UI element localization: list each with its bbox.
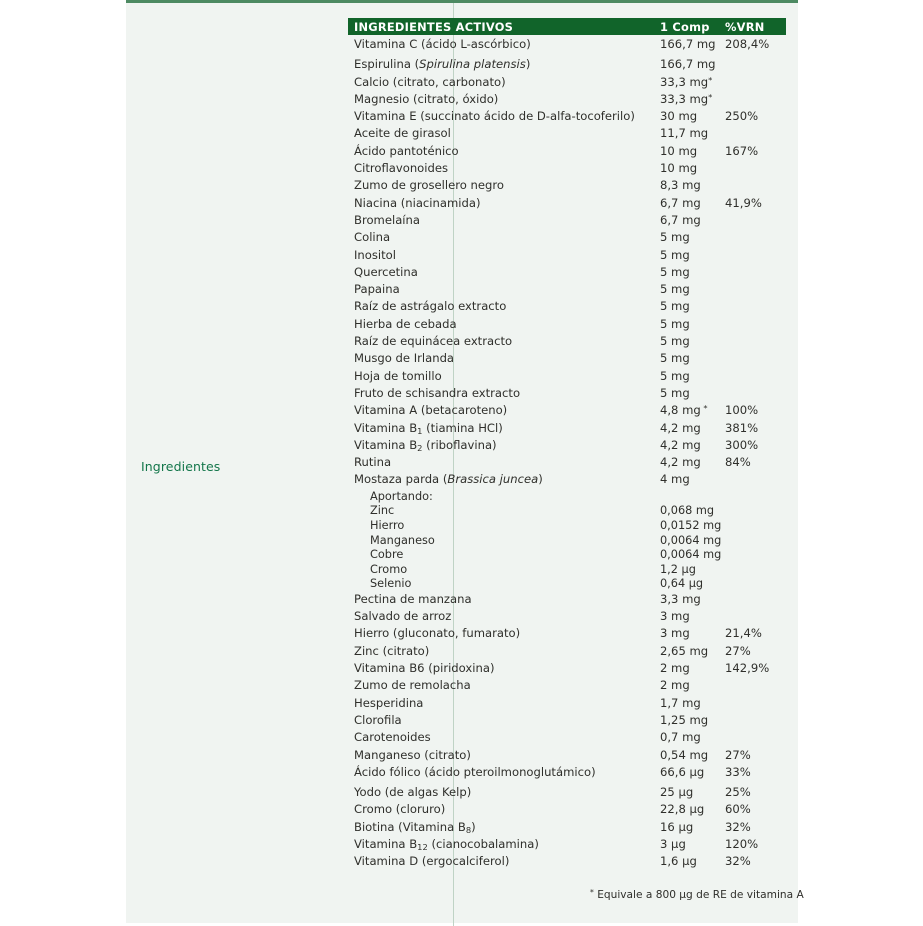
ingredient-name: Biotina (Vitamina $B_8$) <box>354 819 476 835</box>
ingredient-vrn: 33% <box>725 764 751 779</box>
table-row <box>348 748 786 765</box>
table-row <box>348 265 786 282</box>
ingredient-name: Citroflavonoides <box>354 161 449 176</box>
table-row <box>348 299 786 316</box>
ingredient-dose: 3 µg <box>660 837 686 852</box>
ingredient-dose: 0,7 mg <box>660 730 701 745</box>
ingredient-dose: 3,3 mg <box>660 591 701 606</box>
ingredient-dose: 0,0152 mg <box>660 518 722 532</box>
ingredient-dose: 8,3 mg <box>660 178 701 193</box>
ingredient-name-latin: Brassica juncea <box>447 472 539 487</box>
table-row <box>348 534 786 549</box>
ingredient-name: Colina <box>354 230 391 245</box>
table-row <box>348 248 786 265</box>
table-row <box>348 144 786 161</box>
ingredient-dose: 66,6 µg <box>660 764 705 779</box>
ingredient-name: Manganeso <box>370 533 435 547</box>
ingredient-dose: 1,7 mg <box>660 695 701 710</box>
table-row <box>348 386 786 403</box>
table-row <box>348 351 786 368</box>
ingredient-dose: 3 mg <box>660 626 690 641</box>
ingredient-dose: 5 mg <box>660 282 690 297</box>
ingredient-name-subscript: 2 <box>417 442 423 453</box>
ingredient-name: Musgo de Irlanda <box>354 351 455 366</box>
ingredient-vrn: 250% <box>725 109 759 124</box>
table-row <box>348 161 786 178</box>
ingredient-vrn: 27% <box>725 643 751 658</box>
ingredient-vrn: 300% <box>725 437 759 452</box>
dose-footnote-marker: * <box>700 403 708 414</box>
table-row <box>348 438 786 455</box>
ingredient-dose: 2 mg <box>660 678 690 693</box>
ingredient-name: Bromelaína <box>354 212 420 227</box>
table-row <box>348 178 786 195</box>
table-row <box>348 403 786 420</box>
footnote-marker: * <box>590 888 594 897</box>
ingredient-dose: 5 mg <box>660 316 690 331</box>
ingredient-dose: 1,6 µg <box>660 854 697 869</box>
table-row <box>348 696 786 713</box>
table-row <box>348 678 786 695</box>
ingredient-name: Zumo de remolacha <box>354 678 471 693</box>
ingredient-name: Vitamina $B_2$ (riboflavina) <box>354 437 497 453</box>
ingredient-name: Hierro <box>370 518 405 532</box>
ingredient-dose: 0,54 mg <box>660 747 709 762</box>
ingredient-name: Rutina <box>354 455 392 470</box>
ingredient-vrn: 100% <box>725 403 759 418</box>
ingredient-name: Salvado de arroz <box>354 609 452 624</box>
ingredient-dose: 5 mg <box>660 247 690 262</box>
ingredient-dose: 0,068 mg <box>660 504 715 518</box>
ingredient-name: Cobre <box>370 548 404 562</box>
ingredient-dose: 2,65 mg <box>660 643 709 658</box>
table-row <box>348 644 786 661</box>
ingredient-dose: 4,8 mg * <box>660 403 708 418</box>
ingredient-name: Yodo (de algas Kelp) <box>354 785 472 800</box>
ingredient-name: Raíz de astrágalo extracto <box>354 299 507 314</box>
table-row <box>348 577 786 592</box>
ingredient-dose: 2 mg <box>660 661 690 676</box>
ingredient-name: Niacina (niacinamida) <box>354 195 481 210</box>
table-row <box>348 626 786 643</box>
ingredient-name: Vitamina B6 (piridoxina) <box>354 661 495 676</box>
ingredient-name: Vitamina D (ergocalciferol) <box>354 854 510 869</box>
table-row <box>348 837 786 854</box>
ingredient-name: Hesperidina <box>354 695 424 710</box>
ingredient-dose: 5 mg <box>660 334 690 349</box>
ingredient-name: Clorofila <box>354 712 402 727</box>
table-row <box>348 455 786 472</box>
table-row <box>348 37 786 57</box>
ingredient-name: Selenio <box>370 577 412 591</box>
ingredient-dose: 33,3 mg* <box>660 74 713 89</box>
ingredient-dose: 4,2 mg <box>660 455 701 470</box>
ingredient-name: Aceite de girasol <box>354 126 451 141</box>
ingredient-vrn: 32% <box>725 819 751 834</box>
table-row <box>348 57 786 74</box>
ingredient-dose: 25 µg <box>660 785 694 800</box>
table-row <box>348 504 786 519</box>
ingredient-name: Cromo (cloruro) <box>354 802 446 817</box>
ingredient-name: Mostaza parda (Brassica juncea) <box>354 472 543 487</box>
ingredient-dose: 5 mg <box>660 385 690 400</box>
ingredient-dose: 5 mg <box>660 264 690 279</box>
ingredient-vrn: 142,9% <box>725 661 770 676</box>
table-row <box>348 765 786 785</box>
table-row <box>348 317 786 334</box>
ingredient-name: Papaina <box>354 282 400 297</box>
ingredient-name: Raíz de equinácea extracto <box>354 334 513 349</box>
ingredient-dose: 11,7 mg <box>660 126 709 141</box>
ingredient-dose: 5 mg <box>660 230 690 245</box>
table-row <box>348 592 786 609</box>
ingredient-dose: 166,7 mg <box>660 37 716 51</box>
table-row <box>348 490 786 505</box>
ingredient-dose: 4,2 mg <box>660 420 701 435</box>
ingredient-dose: 1,2 µg <box>660 562 696 576</box>
table-row <box>348 126 786 143</box>
ingredient-dose: 6,7 mg <box>660 212 701 227</box>
ingredient-dose: 33,3 mg* <box>660 91 713 107</box>
table-row <box>348 369 786 386</box>
dose-footnote-marker: * <box>708 91 713 102</box>
ingredient-vrn: 60% <box>725 802 751 817</box>
ingredient-vrn: 25% <box>725 785 751 800</box>
table-header-row <box>348 18 786 35</box>
ingredient-vrn: 84% <box>725 455 751 470</box>
dose-footnote-marker: * <box>708 74 713 85</box>
ingredient-name-subscript: 12 <box>417 841 428 852</box>
ingredient-dose: 10 mg <box>660 143 698 158</box>
ingredient-name: Vitamina A (betacaroteno) <box>354 403 508 418</box>
table-row <box>348 609 786 626</box>
table-header-vrn: %VRN <box>725 20 765 34</box>
ingredient-name: Magnesio (citrato, óxido) <box>354 91 499 106</box>
ingredient-name: Vitamina E (succinato ácido de D-alfa-tocoferilo) <box>354 109 635 124</box>
ingredient-name: Hierba de cebada <box>354 316 457 331</box>
table-row <box>348 563 786 578</box>
table-row <box>348 196 786 213</box>
table-header-dose: 1 Comp <box>660 20 710 34</box>
table-row <box>348 661 786 678</box>
ingredient-vrn: 208,4% <box>725 37 770 51</box>
table-row <box>348 75 786 92</box>
table-row <box>348 109 786 126</box>
ingredient-name: Vitamina $B_1$ (tiamina HCl) <box>354 420 503 436</box>
ingredient-name: Manganeso (citrato) <box>354 747 471 762</box>
ingredient-dose: 4 mg <box>660 472 690 487</box>
ingredient-dose: 10 mg <box>660 161 698 176</box>
table-row <box>348 334 786 351</box>
ingredient-name-subscript: 1 <box>417 425 423 436</box>
table-row <box>348 854 786 871</box>
table-row <box>348 730 786 747</box>
footnote <box>590 888 804 901</box>
ingredient-name: Inositol <box>354 247 396 262</box>
section-label-ingredientes: Ingredientes <box>141 459 221 474</box>
ingredient-name: Hoja de tomillo <box>354 368 442 383</box>
table-row <box>348 713 786 730</box>
ingredient-name: Pectina de manzana <box>354 591 472 606</box>
ingredient-name: Espirulina (Spirulina platensis) <box>354 57 531 72</box>
ingredient-name: Fruto de schisandra extracto <box>354 385 521 400</box>
ingredient-name: Zinc <box>370 504 395 518</box>
footnote-text: Equivale a 800 µg de RE de vitamina A <box>597 888 804 901</box>
ingredient-vrn: 120% <box>725 837 759 852</box>
ingredient-dose: 5 mg <box>660 368 690 383</box>
table-row <box>348 282 786 299</box>
ingredient-name: Zinc (citrato) <box>354 643 430 658</box>
ingredient-dose: 0,0064 mg <box>660 533 722 547</box>
table-row <box>348 472 786 489</box>
ingredient-name: Vitamina $B_{12}$ (cianocobalamina) <box>354 837 539 852</box>
ingredient-dose: 6,7 mg <box>660 195 701 210</box>
table-row <box>348 421 786 438</box>
table-row <box>348 213 786 230</box>
table-row <box>348 785 786 802</box>
ingredient-dose: 5 mg <box>660 299 690 314</box>
ingredient-name: Vitamina C (ácido L-ascórbico) <box>354 37 531 51</box>
ingredient-dose: 16 µg <box>660 819 694 834</box>
ingredient-name: Carotenoides <box>354 730 431 745</box>
ingredient-name: Hierro (gluconato, fumarato) <box>354 626 521 641</box>
table-header-name: INGREDIENTES ACTIVOS <box>354 20 514 34</box>
ingredient-vrn: 381% <box>725 420 759 435</box>
ingredient-vrn: 21,4% <box>725 626 762 641</box>
ingredient-dose: 3 mg <box>660 609 690 624</box>
ingredient-vrn: 27% <box>725 747 751 762</box>
ingredient-dose: 1,25 mg <box>660 712 709 727</box>
ingredient-dose: 0,0064 mg <box>660 548 722 562</box>
ingredient-dose: 5 mg <box>660 351 690 366</box>
ingredient-vrn: 41,9% <box>725 195 762 210</box>
ingredient-dose: 0,64 µg <box>660 577 704 591</box>
table-row <box>348 548 786 563</box>
ingredient-dose: 22,8 µg <box>660 802 705 817</box>
ingredient-name-latin: Spirulina platensis <box>419 57 526 72</box>
ingredient-name: Aportando: <box>370 489 433 503</box>
ingredient-name: Calcio (citrato, carbonato) <box>354 74 506 89</box>
ingredient-dose: 4,2 mg <box>660 437 701 452</box>
ingredient-name-subscript: 8 <box>465 824 472 835</box>
table-row <box>348 820 786 837</box>
ingredient-name: Ácido pantoténico <box>354 143 459 158</box>
table-row <box>348 519 786 534</box>
ingredient-vrn: 167% <box>725 143 759 158</box>
table-row <box>348 92 786 109</box>
table-row <box>348 230 786 247</box>
ingredient-name: Cromo <box>370 562 408 576</box>
active-ingredients-table <box>348 18 786 872</box>
ingredient-name: Ácido fólico (ácido pteroilmonoglutámico) <box>354 764 596 779</box>
left-label-column <box>141 460 316 474</box>
ingredient-name: Zumo de grosellero negro <box>354 178 504 193</box>
ingredient-vrn: 32% <box>725 854 751 869</box>
table-row <box>348 802 786 819</box>
table-body <box>348 37 786 872</box>
ingredient-dose: 30 mg <box>660 109 698 124</box>
ingredient-dose: 166,7 mg <box>660 57 716 72</box>
ingredient-name: Quercetina <box>354 264 418 279</box>
